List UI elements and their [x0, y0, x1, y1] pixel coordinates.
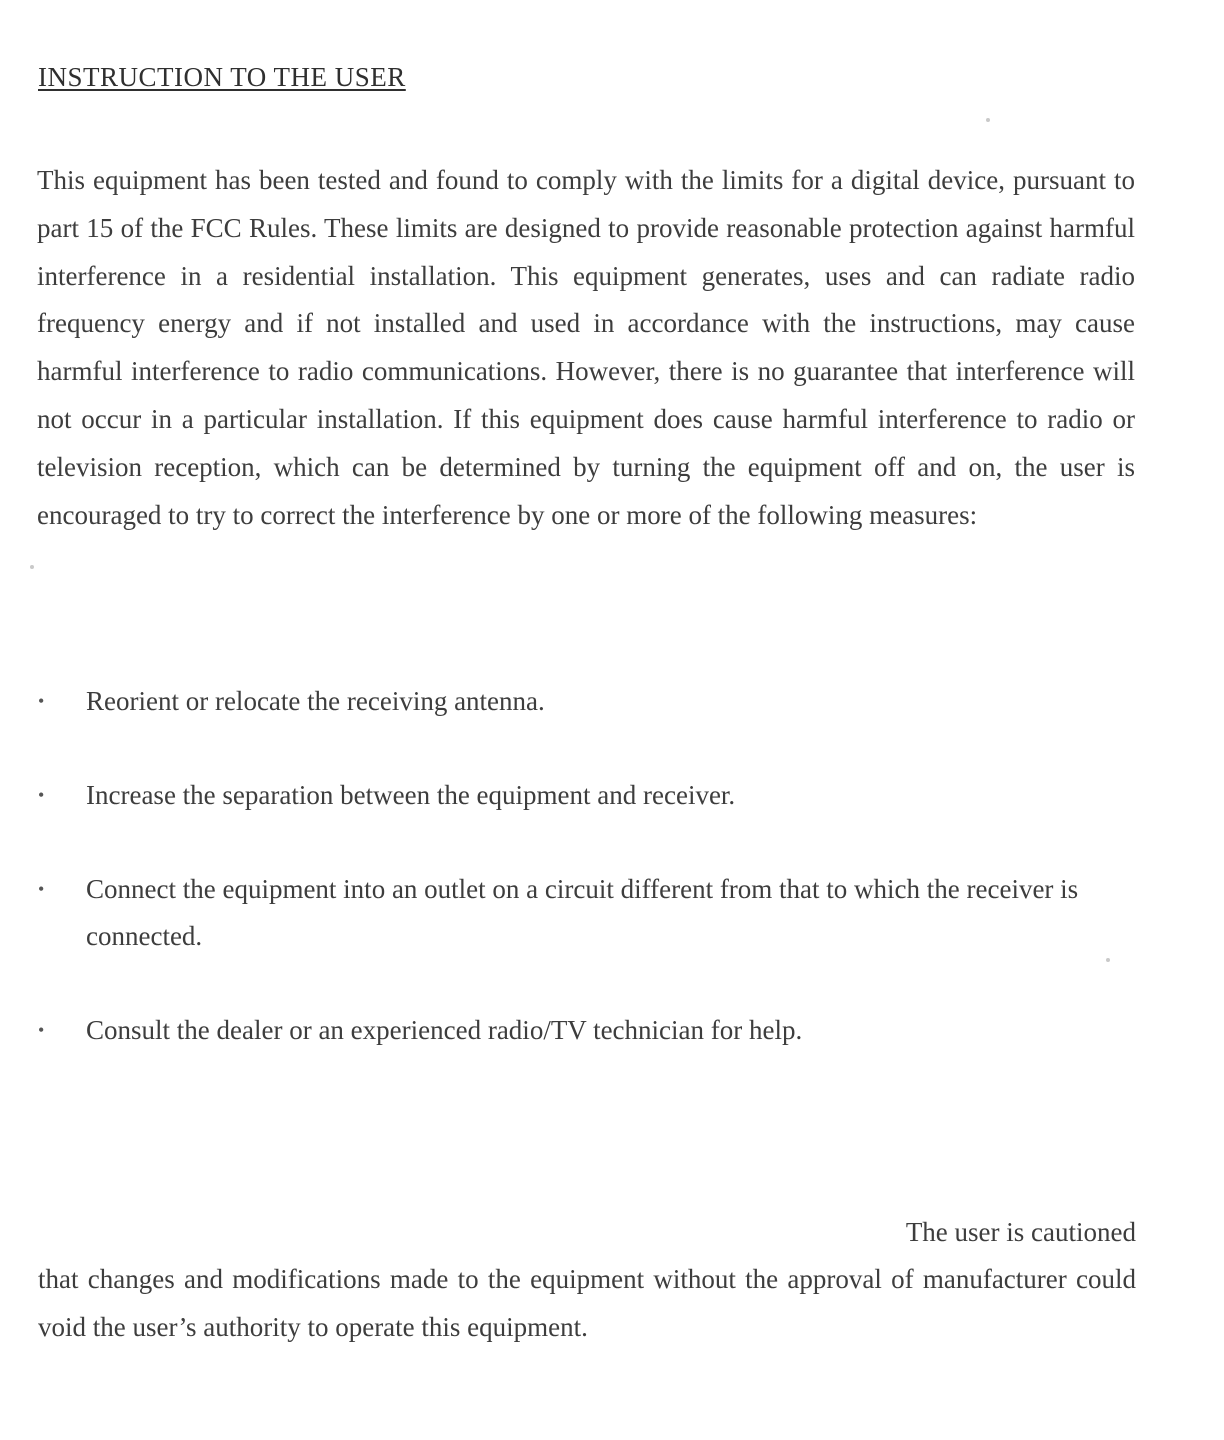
measure-text: Consult the dealer or an experienced radio/TV technician for help. — [86, 1015, 803, 1045]
list-item — [36, 772, 1126, 819]
list-item — [36, 1007, 1126, 1054]
caution-paragraph: that changes and modifications made to the equipment without the approval of manufacturer could void the user’s authority to operate this equipment. — [38, 1264, 1136, 1342]
scan-speck — [30, 565, 34, 569]
caution-lead: The user is cautioned — [905, 1217, 1136, 1247]
measure-text: Increase the separation between the equipment and receiver. — [86, 780, 736, 810]
scan-speck — [986, 118, 990, 122]
intro-paragraph: This equipment has been tested and found to comply with the limits for a digital device, pursuant to part 15 of the FCC Rules. These limits are designed to provide reasonable protection against harmful interference in a residential installation. This equipment generates, uses and can radiate radio frequency energy and if not installed and used in accordance with the instructions, may cause harmful interference to radio communications. However, there is no guarantee that interference will not occur in a particular installation. If this equipment does cause harmful interference to radio or television reception, which can be determined by turning the equipment off and on, the user is encouraged to try to correct the interference by one or more of the following measures: — [37, 165, 1135, 530]
scan-speck — [1106, 958, 1110, 962]
page-title: INSTRUCTION TO THE USER — [38, 62, 406, 92]
measure-text: Reorient or relocate the receiving antenna. — [86, 686, 545, 716]
bullet-icon: • — [38, 691, 45, 711]
measure-text: Connect the equipment into an outlet on a circuit different from that to which the receiver is connected. — [86, 874, 1079, 951]
measures-list — [36, 678, 1126, 1054]
list-item — [36, 678, 1126, 725]
list-item — [36, 866, 1126, 960]
bullet-icon: • — [38, 785, 45, 805]
bullet-icon: • — [38, 1020, 45, 1040]
bullet-icon: • — [38, 879, 45, 899]
